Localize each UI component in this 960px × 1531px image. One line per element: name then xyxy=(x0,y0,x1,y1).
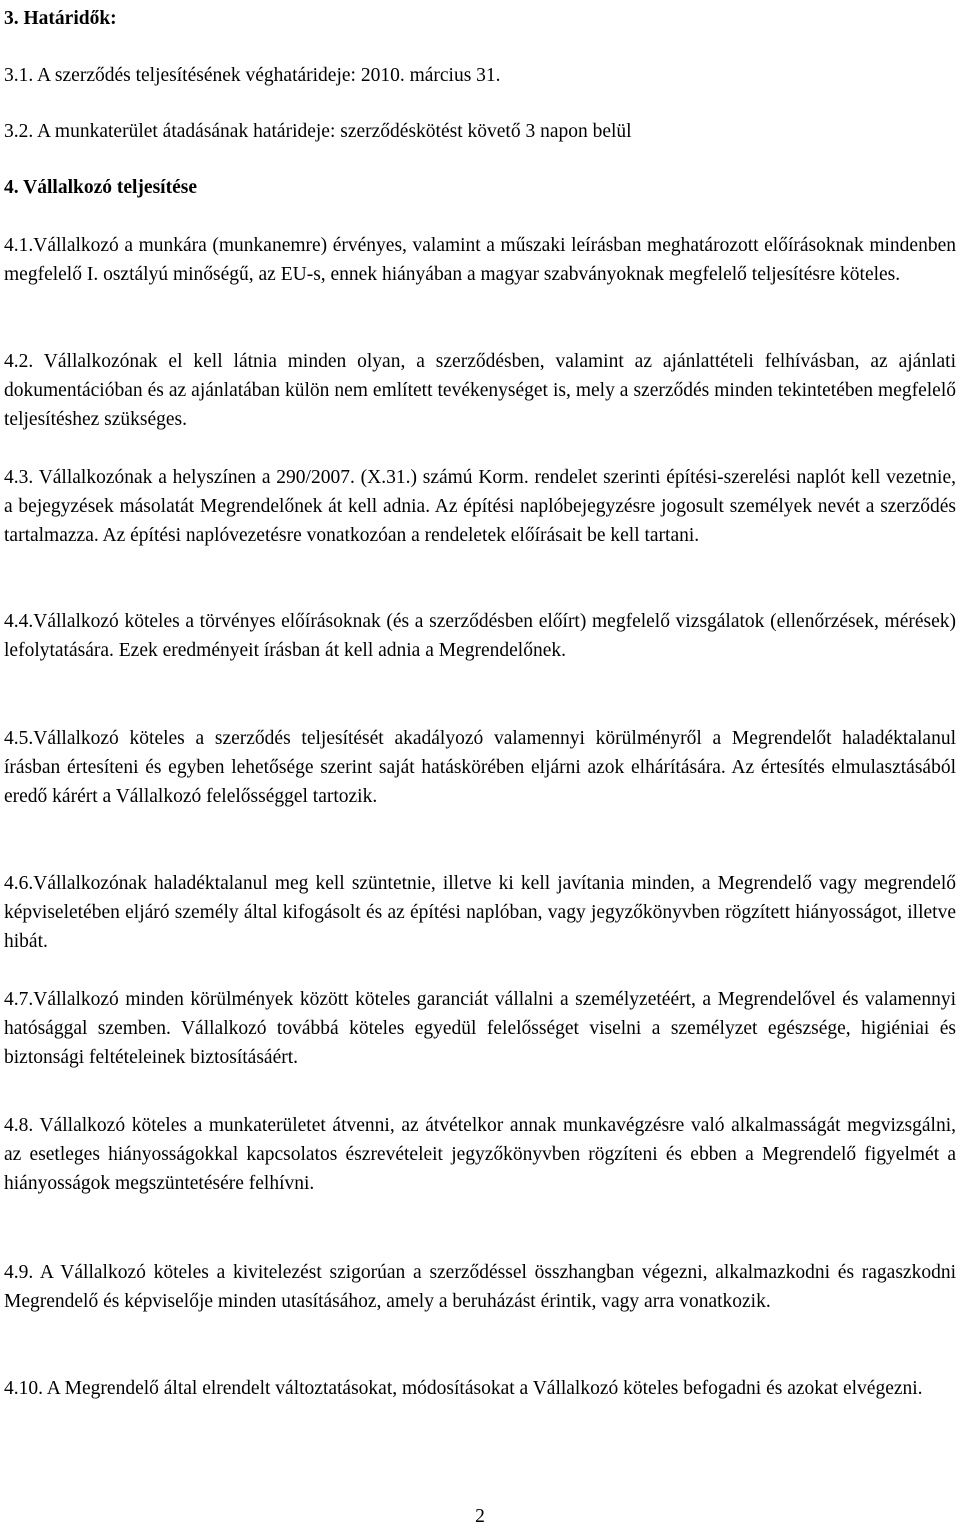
paragraph-4-5: 4.5.Vállalkozó köteles a szerződés teljesítését akadályozó valamennyi körülményről a Megrendelőt haladéktalanul írásban értesíteni és egyben lehetősége szerint saját hatáskörében eljárni azok elhárítására. Az értesítés elmulasztásából eredő kárért a Vállalkozó felelősséggel tartozik. xyxy=(4,728,956,807)
section-3-heading: 3. Határidők: xyxy=(4,8,117,29)
item-3-2: 3.2. A munkaterület átadásának határideje: szerződéskötést követő 3 napon belül xyxy=(4,121,632,142)
paragraph-4-7: 4.7.Vállalkozó minden körülmények között köteles garanciát vállalni a személyzetéért, a Megrendelővel és valamennyi hatósággal szemben. Vállalkozó továbbá köteles egyedül felelősséget viselni a személyzet egészsége, higiéniai és biztonsági feltételeinek biztosításáért. xyxy=(4,989,956,1068)
paragraph-4-4: 4.4.Vállalkozó köteles a törvényes előírásoknak (és a szerződésben előírt) megfelelő vizsgálatok (ellenőrzések, mérések) lefolytatására. Ezek eredményeit írásban át kell adnia a Megrendelőnek. xyxy=(4,611,956,661)
paragraph-4-2: 4.2. Vállalkozónak el kell látnia minden olyan, a szerződésben, valamint az ajánlattételi felhívásban, az ajánlati dokumentációban és az ajánlatában külön nem említett tevékenységet is, mely a szerződés minden tekintetében megfelelő teljesítéshez szükséges. xyxy=(4,351,956,430)
paragraph-4-3: 4.3. Vállalkozónak a helyszínen a 290/2007. (X.31.) számú Korm. rendelet szerinti építési-szerelési naplót kell vezetnie, a bejegyzések másolatát Megrendelőnek át kell adnia. Az építési naplóbejegyzésre jogosult személyek nevét a szerződés tartalmazza. Az építési naplóvezetésre vonatkozóan a rendeletek előírásait be kell tartani. xyxy=(4,467,956,546)
paragraph-4-6: 4.6.Vállalkozónak haladéktalanul meg kell szüntetnie, illetve ki kell javítania minden, a Megrendelő vagy megrendelő képviseletében eljáró személy által kifogásolt és az építési naplóban, vagy jegyzőkönyvben rögzített hiányosságot, illetve hibát. xyxy=(4,873,956,952)
item-3-1: 3.1. A szerződés teljesítésének véghatárideje: 2010. március 31. xyxy=(4,65,501,86)
paragraph-4-10: 4.10. A Megrendelő által elrendelt változtatásokat, módosításokat a Vállalkozó köteles befogadni és azokat elvégezni. xyxy=(4,1378,923,1399)
page-number: 2 xyxy=(475,1505,485,1527)
paragraph-4-9: 4.9. A Vállalkozó köteles a kivitelezést szigorúan a szerződéssel összhangban végezni, alkalmazkodni és ragaszkodni Megrendelő és képviselője minden utasításához, amely a beruházást érintik, vagy arra vonatkozik. xyxy=(4,1262,956,1312)
paragraph-4-8: 4.8. Vállalkozó köteles a munkaterületet átvenni, az átvételkor annak munkavégzésre való alkalmasságát megvizsgálni, az esetleges hiányosságokkal kapcsolatos észrevételeit jegyzőkönyvben rögzíteni és ebben a Megrendelő figyelmét a hiányosságok megszüntetésére felhívni. xyxy=(4,1115,956,1194)
paragraph-4-1: 4.1.Vállalkozó a munkára (munkanemre) érvényes, valamint a műszaki leírásban meghatározott előírásoknak mindenben megfelelő I. osztályú minőségű, az EU-s, ennek hiányában a magyar szabványoknak megfelelő teljesítésre köteles. xyxy=(4,235,956,285)
section-4-heading: 4. Vállalkozó teljesítése xyxy=(4,177,197,198)
